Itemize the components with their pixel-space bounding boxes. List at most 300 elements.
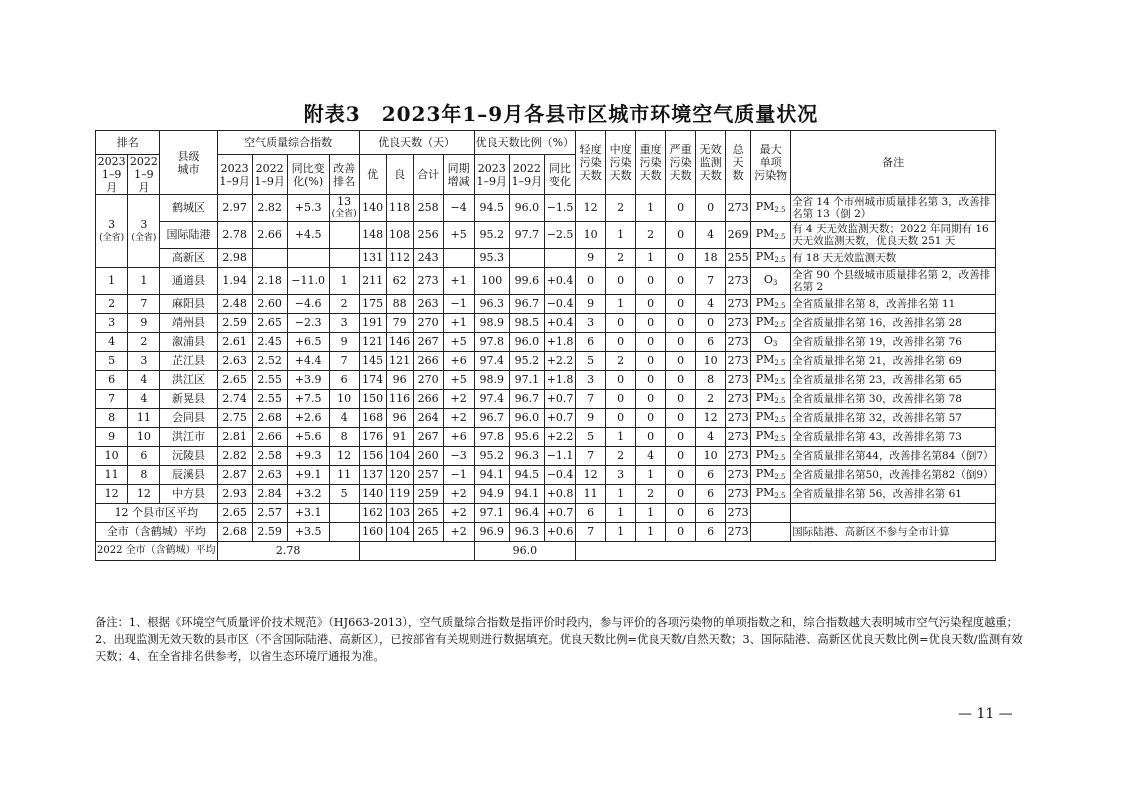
- ratio-change: +1.8: [545, 333, 576, 352]
- merged-rank-scope: (全省): [99, 232, 125, 243]
- table-row: [96, 428, 996, 447]
- merged-rank-value: 3: [140, 217, 148, 231]
- city-name: 沅陵县: [160, 447, 217, 466]
- moderate-days: 1: [606, 295, 636, 314]
- invalid-days: 0: [696, 314, 726, 333]
- excellent-days: 176: [359, 428, 386, 447]
- ratio-2023: 96.9: [474, 523, 509, 542]
- moderate-days: 0: [606, 333, 636, 352]
- aqi-2023: 2.65: [217, 504, 252, 523]
- max-pollutant-cell: [751, 268, 791, 295]
- table-row: [96, 466, 996, 485]
- aqi-2023: 2.59: [217, 314, 252, 333]
- pollutant-name: PM: [755, 249, 775, 263]
- moderate-days: 2: [606, 352, 636, 371]
- heavy-days: 1: [636, 523, 666, 542]
- ratio-2022: 96.3: [509, 523, 544, 542]
- aqi-change: +6.5: [287, 333, 329, 352]
- header-good-days: 优良天数（天）: [359, 131, 474, 155]
- pollutant-name: O: [763, 272, 773, 286]
- yoy-change: +5: [443, 333, 474, 352]
- header-remarks: 备注: [791, 131, 996, 195]
- heavy-days: 0: [636, 409, 666, 428]
- aqi-2023: 2.98: [217, 249, 252, 268]
- light-days: 9: [576, 409, 606, 428]
- aqi-2022: 2.65: [252, 314, 287, 333]
- light-days: 11: [576, 485, 606, 504]
- pollutant-subscript: 2.5: [774, 396, 786, 405]
- aqi-2022: 2.82: [252, 195, 287, 222]
- remark-text: 国际陆港、高新区不参与全市计算: [791, 523, 996, 542]
- table-row: [96, 314, 996, 333]
- aqi-change: −11.0: [287, 268, 329, 295]
- moderate-days: 0: [606, 390, 636, 409]
- yoy-change: [443, 249, 474, 268]
- header-good: 良: [386, 155, 413, 195]
- rank-2023: 4: [96, 333, 128, 352]
- header-ratio-change: 同比 变化: [545, 155, 576, 195]
- rank-2022: 4: [128, 390, 160, 409]
- severe-days: 0: [666, 428, 696, 447]
- improve-rank: 11: [329, 466, 359, 485]
- rank-2022: 9: [128, 314, 160, 333]
- heavy-days: 1: [636, 249, 666, 268]
- pollutant-subscript: 3: [772, 278, 778, 287]
- ratio-2022: 96.3: [509, 447, 544, 466]
- light-days: 10: [576, 222, 606, 249]
- severe-days: 0: [666, 268, 696, 295]
- max-pollutant-cell: [751, 466, 791, 485]
- rank-2022: 7: [128, 295, 160, 314]
- improve-rank: 9: [329, 333, 359, 352]
- total-good-days: 273: [413, 268, 443, 295]
- good-days: 103: [386, 504, 413, 523]
- total-days: 273: [726, 428, 751, 447]
- max-pollutant-cell: [751, 504, 791, 523]
- header-aqi-2023: 2023 1–9月: [217, 155, 252, 195]
- empty-cell: [576, 542, 996, 561]
- excellent-days: 156: [359, 447, 386, 466]
- severe-days: 0: [666, 352, 696, 371]
- aqi-2022: 2.59: [252, 523, 287, 542]
- merged-rank-2022: [128, 195, 160, 268]
- table-row: [96, 485, 996, 504]
- rank-2023: 11: [96, 466, 128, 485]
- improve-rank-value: 13: [337, 195, 352, 208]
- invalid-days: 4: [696, 295, 726, 314]
- yoy-change: +5: [443, 371, 474, 390]
- rank-2023: 10: [96, 447, 128, 466]
- header-aqi-2022: 2022 1–9月: [252, 155, 287, 195]
- light-days: 12: [576, 466, 606, 485]
- yoy-change: +5: [443, 222, 474, 249]
- average-row: [96, 504, 996, 523]
- city-name: 鹤城区: [160, 195, 217, 222]
- remark-text: 全省质量排名第 30，改善排名第 78: [791, 390, 996, 409]
- heavy-days: 2: [636, 222, 666, 249]
- ratio-2022: 96.0: [509, 195, 544, 222]
- severe-days: 0: [666, 523, 696, 542]
- invalid-days: 10: [696, 447, 726, 466]
- heavy-days: 0: [636, 428, 666, 447]
- good-days: 108: [386, 222, 413, 249]
- pollutant-name: PM: [755, 199, 775, 213]
- invalid-days: 2: [696, 390, 726, 409]
- aqi-change: +9.1: [287, 466, 329, 485]
- light-days: 9: [576, 295, 606, 314]
- rank-2023: 7: [96, 390, 128, 409]
- good-days: 146: [386, 333, 413, 352]
- header-heavy: 重度 污染 天数: [636, 131, 666, 195]
- header-excellent: 优: [359, 155, 386, 195]
- aqi-2023: 2.68: [217, 523, 252, 542]
- header-light: 轻度 污染 天数: [576, 131, 606, 195]
- aqi-2023: 2.97: [217, 195, 252, 222]
- city-name: 辰溪县: [160, 466, 217, 485]
- table-row: [96, 268, 996, 295]
- excellent-days: 191: [359, 314, 386, 333]
- city-name: 洪江市: [160, 428, 217, 447]
- pollutant-name: PM: [755, 485, 775, 499]
- max-pollutant-cell: [751, 428, 791, 447]
- improve-rank: 10: [329, 390, 359, 409]
- heavy-days: 0: [636, 268, 666, 295]
- total-good-days: 266: [413, 352, 443, 371]
- max-pollutant-cell: [751, 195, 791, 222]
- pollutant-name: PM: [755, 390, 775, 404]
- aqi-2023: 2.48: [217, 295, 252, 314]
- severe-days: 0: [666, 222, 696, 249]
- city-name: 麻阳县: [160, 295, 217, 314]
- light-days: 5: [576, 352, 606, 371]
- total-days: 273: [726, 314, 751, 333]
- aqi-change: +3.1: [287, 504, 329, 523]
- total-days: 269: [726, 222, 751, 249]
- rank-2022: 12: [128, 485, 160, 504]
- rank-2023: 1: [96, 268, 128, 295]
- table-row: [96, 333, 996, 352]
- invalid-days: 7: [696, 268, 726, 295]
- aqi-2022: 2.55: [252, 390, 287, 409]
- aqi-2023: 2.82: [217, 447, 252, 466]
- merged-rank-2023: [96, 195, 128, 268]
- excellent-days: 121: [359, 333, 386, 352]
- pollutant-name: PM: [755, 226, 775, 240]
- rank-2023: 3: [96, 314, 128, 333]
- aqi-change: +9.3: [287, 447, 329, 466]
- improve-rank: 5: [329, 485, 359, 504]
- total-good-days: 256: [413, 222, 443, 249]
- aqi-2023: 2.65: [217, 371, 252, 390]
- excellent-days: 145: [359, 352, 386, 371]
- heavy-days: 2: [636, 485, 666, 504]
- total-good-days: 270: [413, 371, 443, 390]
- yoy-change: +2: [443, 504, 474, 523]
- max-pollutant-cell: [751, 249, 791, 268]
- max-pollutant-cell: [751, 314, 791, 333]
- pollutant-name: PM: [755, 352, 775, 366]
- ratio-change: +0.7: [545, 409, 576, 428]
- ratio-2022: [509, 249, 544, 268]
- ratio-2023: 95.2: [474, 222, 509, 249]
- yoy-change: −1: [443, 466, 474, 485]
- header-yoy: 同期 增减: [443, 155, 474, 195]
- remark-text: 全省质量排名第 19，改善排名第 76: [791, 333, 996, 352]
- invalid-days: 6: [696, 333, 726, 352]
- empty-cell: [359, 542, 474, 561]
- aqi-2022: 2.68: [252, 409, 287, 428]
- rank-2023: 12: [96, 485, 128, 504]
- rank-2022: 6: [128, 447, 160, 466]
- page-number: — 11 —: [958, 706, 1013, 722]
- header-improve-rank: 改善 排名: [329, 155, 359, 195]
- moderate-days: 0: [606, 371, 636, 390]
- improve-rank: [329, 222, 359, 249]
- remark-text: 全省质量排名第 16，改善排名第 28: [791, 314, 996, 333]
- improve-rank: [329, 249, 359, 268]
- aqi-change: +3.9: [287, 371, 329, 390]
- aqi-2022: 2.57: [252, 504, 287, 523]
- aqi-change: +4.4: [287, 352, 329, 371]
- city-name: 靖州县: [160, 314, 217, 333]
- pollutant-subscript: 2.5: [774, 491, 786, 500]
- good-days: 116: [386, 390, 413, 409]
- pollutant-subscript: 2.5: [774, 255, 786, 264]
- yoy-change: +2: [443, 523, 474, 542]
- remark-text: [791, 504, 996, 523]
- aqi-2023: 2.93: [217, 485, 252, 504]
- ratio-change: [545, 249, 576, 268]
- aqi-2023: 2.63: [217, 352, 252, 371]
- pollutant-name: PM: [755, 371, 775, 385]
- yoy-change: +1: [443, 314, 474, 333]
- average-row: [96, 523, 996, 542]
- light-days: 7: [576, 447, 606, 466]
- air-quality-table: [95, 130, 996, 561]
- total-good-days: 265: [413, 523, 443, 542]
- rank-2022: 3: [128, 352, 160, 371]
- total-days: 273: [726, 485, 751, 504]
- heavy-days: 0: [636, 295, 666, 314]
- moderate-days: 0: [606, 409, 636, 428]
- total-days: 273: [726, 447, 751, 466]
- total-days: 273: [726, 466, 751, 485]
- remark-text: 全省 90 个县级城市质量排名第 2，改善排名第 2: [791, 268, 996, 295]
- total-good-days: 266: [413, 390, 443, 409]
- aqi-change: +4.5: [287, 222, 329, 249]
- light-days: 0: [576, 268, 606, 295]
- aqi-2023: 2.81: [217, 428, 252, 447]
- ratio-2022: 95.6: [509, 428, 544, 447]
- header-aqi-change: 同比变 化(%): [287, 155, 329, 195]
- total-days: 255: [726, 249, 751, 268]
- improve-rank-scope: (全省): [331, 209, 357, 219]
- moderate-days: 3: [606, 466, 636, 485]
- total-good-days: 260: [413, 447, 443, 466]
- ratio-2023: 97.4: [474, 390, 509, 409]
- table-row: [96, 409, 996, 428]
- rank-2023: 8: [96, 409, 128, 428]
- aqi-change: +5.3: [287, 195, 329, 222]
- rank-2022: 2: [128, 333, 160, 352]
- aqi-2022: 2.66: [252, 222, 287, 249]
- ratio-2022-average: 96.0: [474, 542, 575, 561]
- rank-2023: 9: [96, 428, 128, 447]
- city-name: 新晃县: [160, 390, 217, 409]
- total-days: 273: [726, 295, 751, 314]
- remark-text: 全省质量排名第 8，改善排名第 11: [791, 295, 996, 314]
- ratio-2023: 95.2: [474, 447, 509, 466]
- table-row: [96, 447, 996, 466]
- ratio-2023: 96.7: [474, 409, 509, 428]
- max-pollutant-cell: [751, 390, 791, 409]
- city-name: 芷江县: [160, 352, 217, 371]
- improve-rank: 8: [329, 428, 359, 447]
- header-max-pollutant: 最大 单项 污染物: [751, 131, 791, 195]
- excellent-days: 162: [359, 504, 386, 523]
- good-days: 91: [386, 428, 413, 447]
- aqi-2022: 2.45: [252, 333, 287, 352]
- max-pollutant-cell: [751, 447, 791, 466]
- ratio-2023: 95.3: [474, 249, 509, 268]
- light-days: 9: [576, 249, 606, 268]
- good-days: 88: [386, 295, 413, 314]
- invalid-days: 0: [696, 195, 726, 222]
- city-name: 中方县: [160, 485, 217, 504]
- total-days: 273: [726, 504, 751, 523]
- invalid-days: 8: [696, 371, 726, 390]
- moderate-days: 1: [606, 504, 636, 523]
- improve-rank: 4: [329, 409, 359, 428]
- severe-days: 0: [666, 504, 696, 523]
- invalid-days: 6: [696, 504, 726, 523]
- aqi-2022: 2.84: [252, 485, 287, 504]
- yoy-change: −3: [443, 447, 474, 466]
- max-pollutant-cell: [751, 352, 791, 371]
- ratio-change: +2.2: [545, 352, 576, 371]
- excellent-days: 137: [359, 466, 386, 485]
- severe-days: 0: [666, 333, 696, 352]
- max-pollutant-cell: [751, 371, 791, 390]
- aqi-2023: 2.75: [217, 409, 252, 428]
- ratio-change: +0.4: [545, 314, 576, 333]
- ratio-2023: 98.9: [474, 314, 509, 333]
- table-row: [96, 371, 996, 390]
- ratio-change: +1.8: [545, 371, 576, 390]
- invalid-days: 4: [696, 222, 726, 249]
- light-days: 6: [576, 333, 606, 352]
- ratio-change: +2.2: [545, 428, 576, 447]
- table-row: [96, 352, 996, 371]
- total-good-days: 264: [413, 409, 443, 428]
- severe-days: 0: [666, 466, 696, 485]
- invalid-days: 6: [696, 485, 726, 504]
- header-total-days: 总 天 数: [726, 131, 751, 195]
- good-days: 120: [386, 466, 413, 485]
- ratio-2023: 97.4: [474, 352, 509, 371]
- yoy-change: +2: [443, 409, 474, 428]
- ratio-2022: 96.0: [509, 333, 544, 352]
- merged-rank-scope: (全省): [131, 232, 157, 243]
- ratio-change: +0.6: [545, 523, 576, 542]
- total-days: 273: [726, 268, 751, 295]
- yoy-change: −4: [443, 195, 474, 222]
- invalid-days: 18: [696, 249, 726, 268]
- rank-2023: 6: [96, 371, 128, 390]
- excellent-days: 140: [359, 195, 386, 222]
- ratio-2022: 97.7: [509, 222, 544, 249]
- total-good-days: 243: [413, 249, 443, 268]
- header-moderate: 中度 污染 天数: [606, 131, 636, 195]
- ratio-2022: 99.6: [509, 268, 544, 295]
- aqi-2023: 2.61: [217, 333, 252, 352]
- total-good-days: 265: [413, 504, 443, 523]
- remark-text: 全省质量排名第 32，改善排名第 57: [791, 409, 996, 428]
- average-label: 全市（含鹤城）平均: [96, 523, 218, 542]
- table-row: [96, 249, 996, 268]
- total-good-days: 270: [413, 314, 443, 333]
- heavy-days: 4: [636, 447, 666, 466]
- yoy-change: −1: [443, 295, 474, 314]
- aqi-change: +3.5: [287, 523, 329, 542]
- pollutant-subscript: 2.5: [774, 205, 786, 214]
- rank-2022: 1: [128, 268, 160, 295]
- heavy-days: 0: [636, 390, 666, 409]
- moderate-days: 0: [606, 268, 636, 295]
- total-days: 273: [726, 333, 751, 352]
- ratio-2023: 97.8: [474, 333, 509, 352]
- yoy-change: +2: [443, 390, 474, 409]
- heavy-days: 1: [636, 466, 666, 485]
- rank-2022: 10: [128, 428, 160, 447]
- severe-days: 0: [666, 195, 696, 222]
- light-days: 3: [576, 314, 606, 333]
- aqi-2022: 2.58: [252, 447, 287, 466]
- pollutant-subscript: 2.5: [774, 453, 786, 462]
- heavy-days: 0: [636, 352, 666, 371]
- ratio-2022: 97.1: [509, 371, 544, 390]
- aqi-2022-average: 2.78: [217, 542, 359, 561]
- severe-days: 0: [666, 314, 696, 333]
- moderate-days: 2: [606, 195, 636, 222]
- remark-text: 全省质量排名第 56，改善排名第 61: [791, 485, 996, 504]
- header-invalid: 无效 监测 天数: [696, 131, 726, 195]
- improve-rank: 7: [329, 352, 359, 371]
- header-severe: 严重 污染 天数: [666, 131, 696, 195]
- good-days: 62: [386, 268, 413, 295]
- aqi-2022: 2.60: [252, 295, 287, 314]
- max-pollutant-cell: [751, 222, 791, 249]
- heavy-days: 1: [636, 195, 666, 222]
- invalid-days: 12: [696, 409, 726, 428]
- ratio-2023: 94.1: [474, 466, 509, 485]
- moderate-days: 1: [606, 428, 636, 447]
- ratio-change: +0.7: [545, 504, 576, 523]
- page-title: 附表3 2023年1–9月各县市区城市环境空气质量状况: [303, 102, 819, 126]
- header-ratio-2023: 2023 1–9月: [474, 155, 509, 195]
- good-days: 79: [386, 314, 413, 333]
- remark-text: 全省质量排名第 21，改善排名第 69: [791, 352, 996, 371]
- pollutant-subscript: 2.5: [774, 358, 786, 367]
- remark-text: 全省质量排名第50，改善排名第82（倒9）: [791, 466, 996, 485]
- remark-text: 全省质量排名第44，改善排名第84（倒7）: [791, 447, 996, 466]
- light-days: 6: [576, 504, 606, 523]
- ratio-2023: 94.9: [474, 485, 509, 504]
- total-good-days: 267: [413, 428, 443, 447]
- rank-2022: 4: [128, 371, 160, 390]
- pollutant-name: PM: [755, 466, 775, 480]
- aqi-2022: 2.55: [252, 371, 287, 390]
